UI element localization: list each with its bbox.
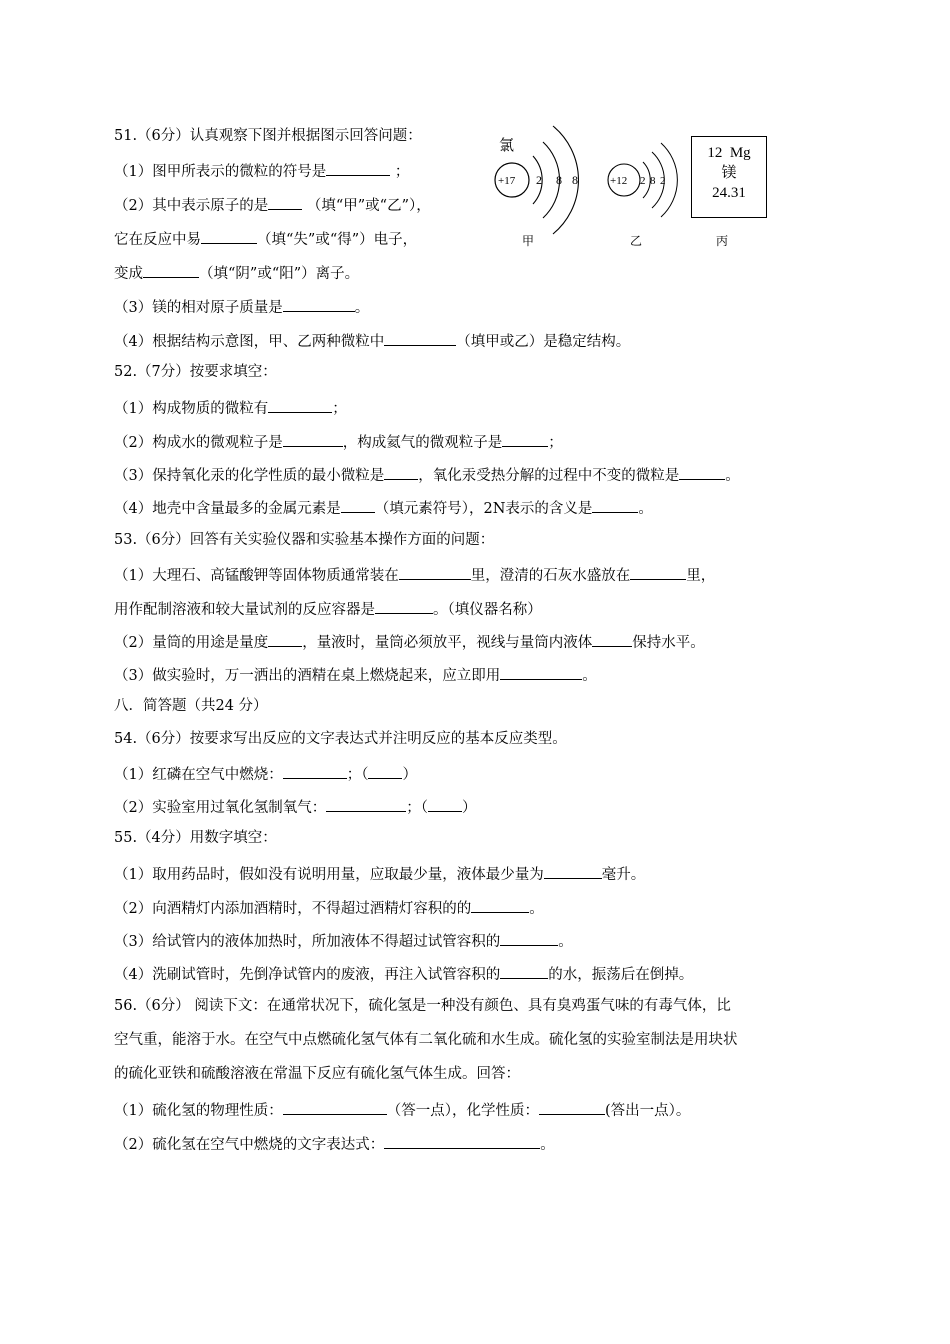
answer-blank[interactable]: [384, 463, 418, 480]
answer-blank[interactable]: [539, 1098, 605, 1115]
label-bing: 丙: [716, 234, 729, 248]
answer-blank[interactable]: [500, 962, 548, 979]
q53-item-3: （3）做实验时，万一洒出的酒精在桌上燃烧起来，应立即用 。: [114, 663, 597, 686]
answer-blank[interactable]: [326, 795, 406, 812]
q55-item-2: （2）向酒精灯内添加酒精时，不得超过酒精灯容积的的 。: [114, 896, 544, 919]
q56-passage-line-2: 空气重，能溶于水。在空气中点燃硫化氢气体有二氧化硫和水生成。硫化氢的实验室制法是用块状: [114, 1032, 738, 1048]
shell-electrons: 8: [650, 175, 656, 187]
answer-blank[interactable]: [500, 929, 558, 946]
shell-electrons: 8: [572, 173, 578, 187]
q52-item-2: （2）构成水的微观粒子是 ，构成氦气的微观粒子是 ；: [114, 430, 563, 453]
label-jia: 甲: [522, 234, 535, 248]
answer-blank[interactable]: [544, 862, 602, 879]
q51-item-2-cont: 它在反应中易 （填“失”或“得”）电子，: [114, 227, 417, 250]
answer-blank[interactable]: [326, 159, 390, 176]
q55-item-4: （4）洗刷试管时，先倒净试管内的废液，再注入试管容积的 的水，振荡后在倒掉。: [114, 962, 693, 985]
q53-item-1: （1）大理石、高锰酸钾等固体物质通常装在 里，澄清的石灰水盛放在 里，: [114, 563, 715, 586]
answer-blank[interactable]: [283, 430, 343, 447]
element-number-symbol: 12 Mg: [707, 145, 751, 161]
shell-electrons: 2: [640, 175, 646, 187]
magnesium-atom-structure-diagram: [602, 140, 682, 220]
answer-blank[interactable]: [268, 630, 302, 647]
answer-blank[interactable]: [283, 762, 347, 779]
answer-blank[interactable]: [384, 1132, 540, 1149]
shell-electrons: 2: [660, 175, 666, 187]
answer-blank[interactable]: [502, 430, 548, 447]
answer-blank[interactable]: [375, 597, 433, 614]
nucleus-charge: +17: [498, 175, 516, 187]
q56-passage-line-3: 的硫化亚铁和硫酸溶液在常温下反应有硫化氢气体生成。回答：: [114, 1066, 520, 1082]
chlorine-name: 氯: [499, 136, 515, 154]
answer-blank[interactable]: [592, 630, 632, 647]
q51-item-2-cont2: 变成 （填“阴”或“阳”）离子。: [114, 261, 359, 284]
element-mass: 24.31: [712, 185, 746, 201]
q52-heading: 52.（7分）按要求填空：: [114, 364, 277, 380]
answer-blank[interactable]: [399, 563, 471, 580]
q53-item-1-cont: 用作配制溶液和较大量试剂的反应容器是 。（填仪器名称）: [114, 597, 542, 620]
answer-blank[interactable]: [471, 896, 529, 913]
shell-electrons: 2: [536, 173, 542, 187]
chlorine-ion-structure-diagram: [485, 118, 595, 248]
q53-item-2: （2）量筒的用途是量度 ，量液时，量筒必须放平，视线与量筒内液体 保持水平。: [114, 630, 705, 653]
q54-heading: 54.（6分）按要求写出反应的文字表达式并注明反应的基本反应类型。: [114, 731, 567, 747]
label-yi: 乙: [630, 234, 643, 248]
q53-heading: 53.（6分）回答有关实验仪器和实验基本操作方面的问题：: [114, 532, 495, 548]
q51-heading: 51.（6分）认真观察下图并根据图示回答问题：: [114, 128, 422, 144]
answer-blank[interactable]: [428, 795, 462, 812]
answer-blank[interactable]: [384, 329, 456, 346]
answer-blank[interactable]: [679, 463, 725, 480]
q54-item-1: （1）红磷在空气中燃烧： ；（ ）: [114, 762, 417, 785]
periodic-element-card: [691, 136, 767, 218]
nucleus-charge: +12: [610, 175, 628, 187]
answer-blank[interactable]: [630, 563, 686, 580]
q51-item-4: （4）根据结构示意图，甲、乙两种微粒中 （填甲或乙）是稳定结构。: [114, 329, 630, 352]
q52-item-3: （3）保持氧化汞的化学性质的最小微粒是 ，氧化汞受热分解的过程中不变的微粒是 。: [114, 463, 740, 486]
answer-blank[interactable]: [268, 396, 332, 413]
q51-item-2: （2）其中表示原子的是 （填“甲”或“乙”），: [114, 193, 431, 216]
q51-item-1: （1）图甲所表示的微粒的符号是 ；: [114, 159, 409, 182]
q56-item-1: （1）硫化氢的物理性质： （答一点），化学性质： (答出一点）。: [114, 1098, 690, 1121]
q56-item-2: （2）硫化氢在空气中燃烧的文字表达式： 。: [114, 1132, 555, 1155]
q52-item-1: （1）构成物质的微粒有 ；: [114, 396, 347, 419]
section-title: 八．简答题（共24 分）: [114, 698, 268, 714]
answer-blank[interactable]: [283, 295, 355, 312]
q55-item-1: （1）取用药品时，假如没有说明用量，应取最少量，液体最少量为 毫升。: [114, 862, 645, 885]
answer-blank[interactable]: [143, 261, 199, 278]
answer-blank[interactable]: [268, 193, 302, 210]
answer-blank[interactable]: [283, 1098, 387, 1115]
answer-blank[interactable]: [500, 663, 582, 680]
answer-blank[interactable]: [592, 496, 638, 513]
q55-item-3: （3）给试管内的液体加热时，所加液体不得超过试管容积的 。: [114, 929, 573, 952]
element-name: 镁: [721, 165, 737, 181]
answer-blank[interactable]: [201, 227, 257, 244]
q51-item-3: （3）镁的相对原子质量是 。: [114, 295, 369, 318]
q56-passage-line-1: 56.（6分） 阅读下文：在通常状况下，硫化氢是一种没有颜色、具有臭鸡蛋气味的有毒气体，比: [114, 998, 731, 1014]
shell-electrons: 8: [556, 173, 562, 187]
q54-item-2: （2）实验室用过氧化氢制氧气： ；（ ）: [114, 795, 476, 818]
answer-blank[interactable]: [341, 496, 375, 513]
q52-item-4: （4）地壳中含量最多的金属元素是 （填元素符号），2N表示的含义是 。: [114, 496, 653, 519]
q55-heading: 55.（4分）用数字填空：: [114, 830, 277, 846]
answer-blank[interactable]: [368, 762, 402, 779]
